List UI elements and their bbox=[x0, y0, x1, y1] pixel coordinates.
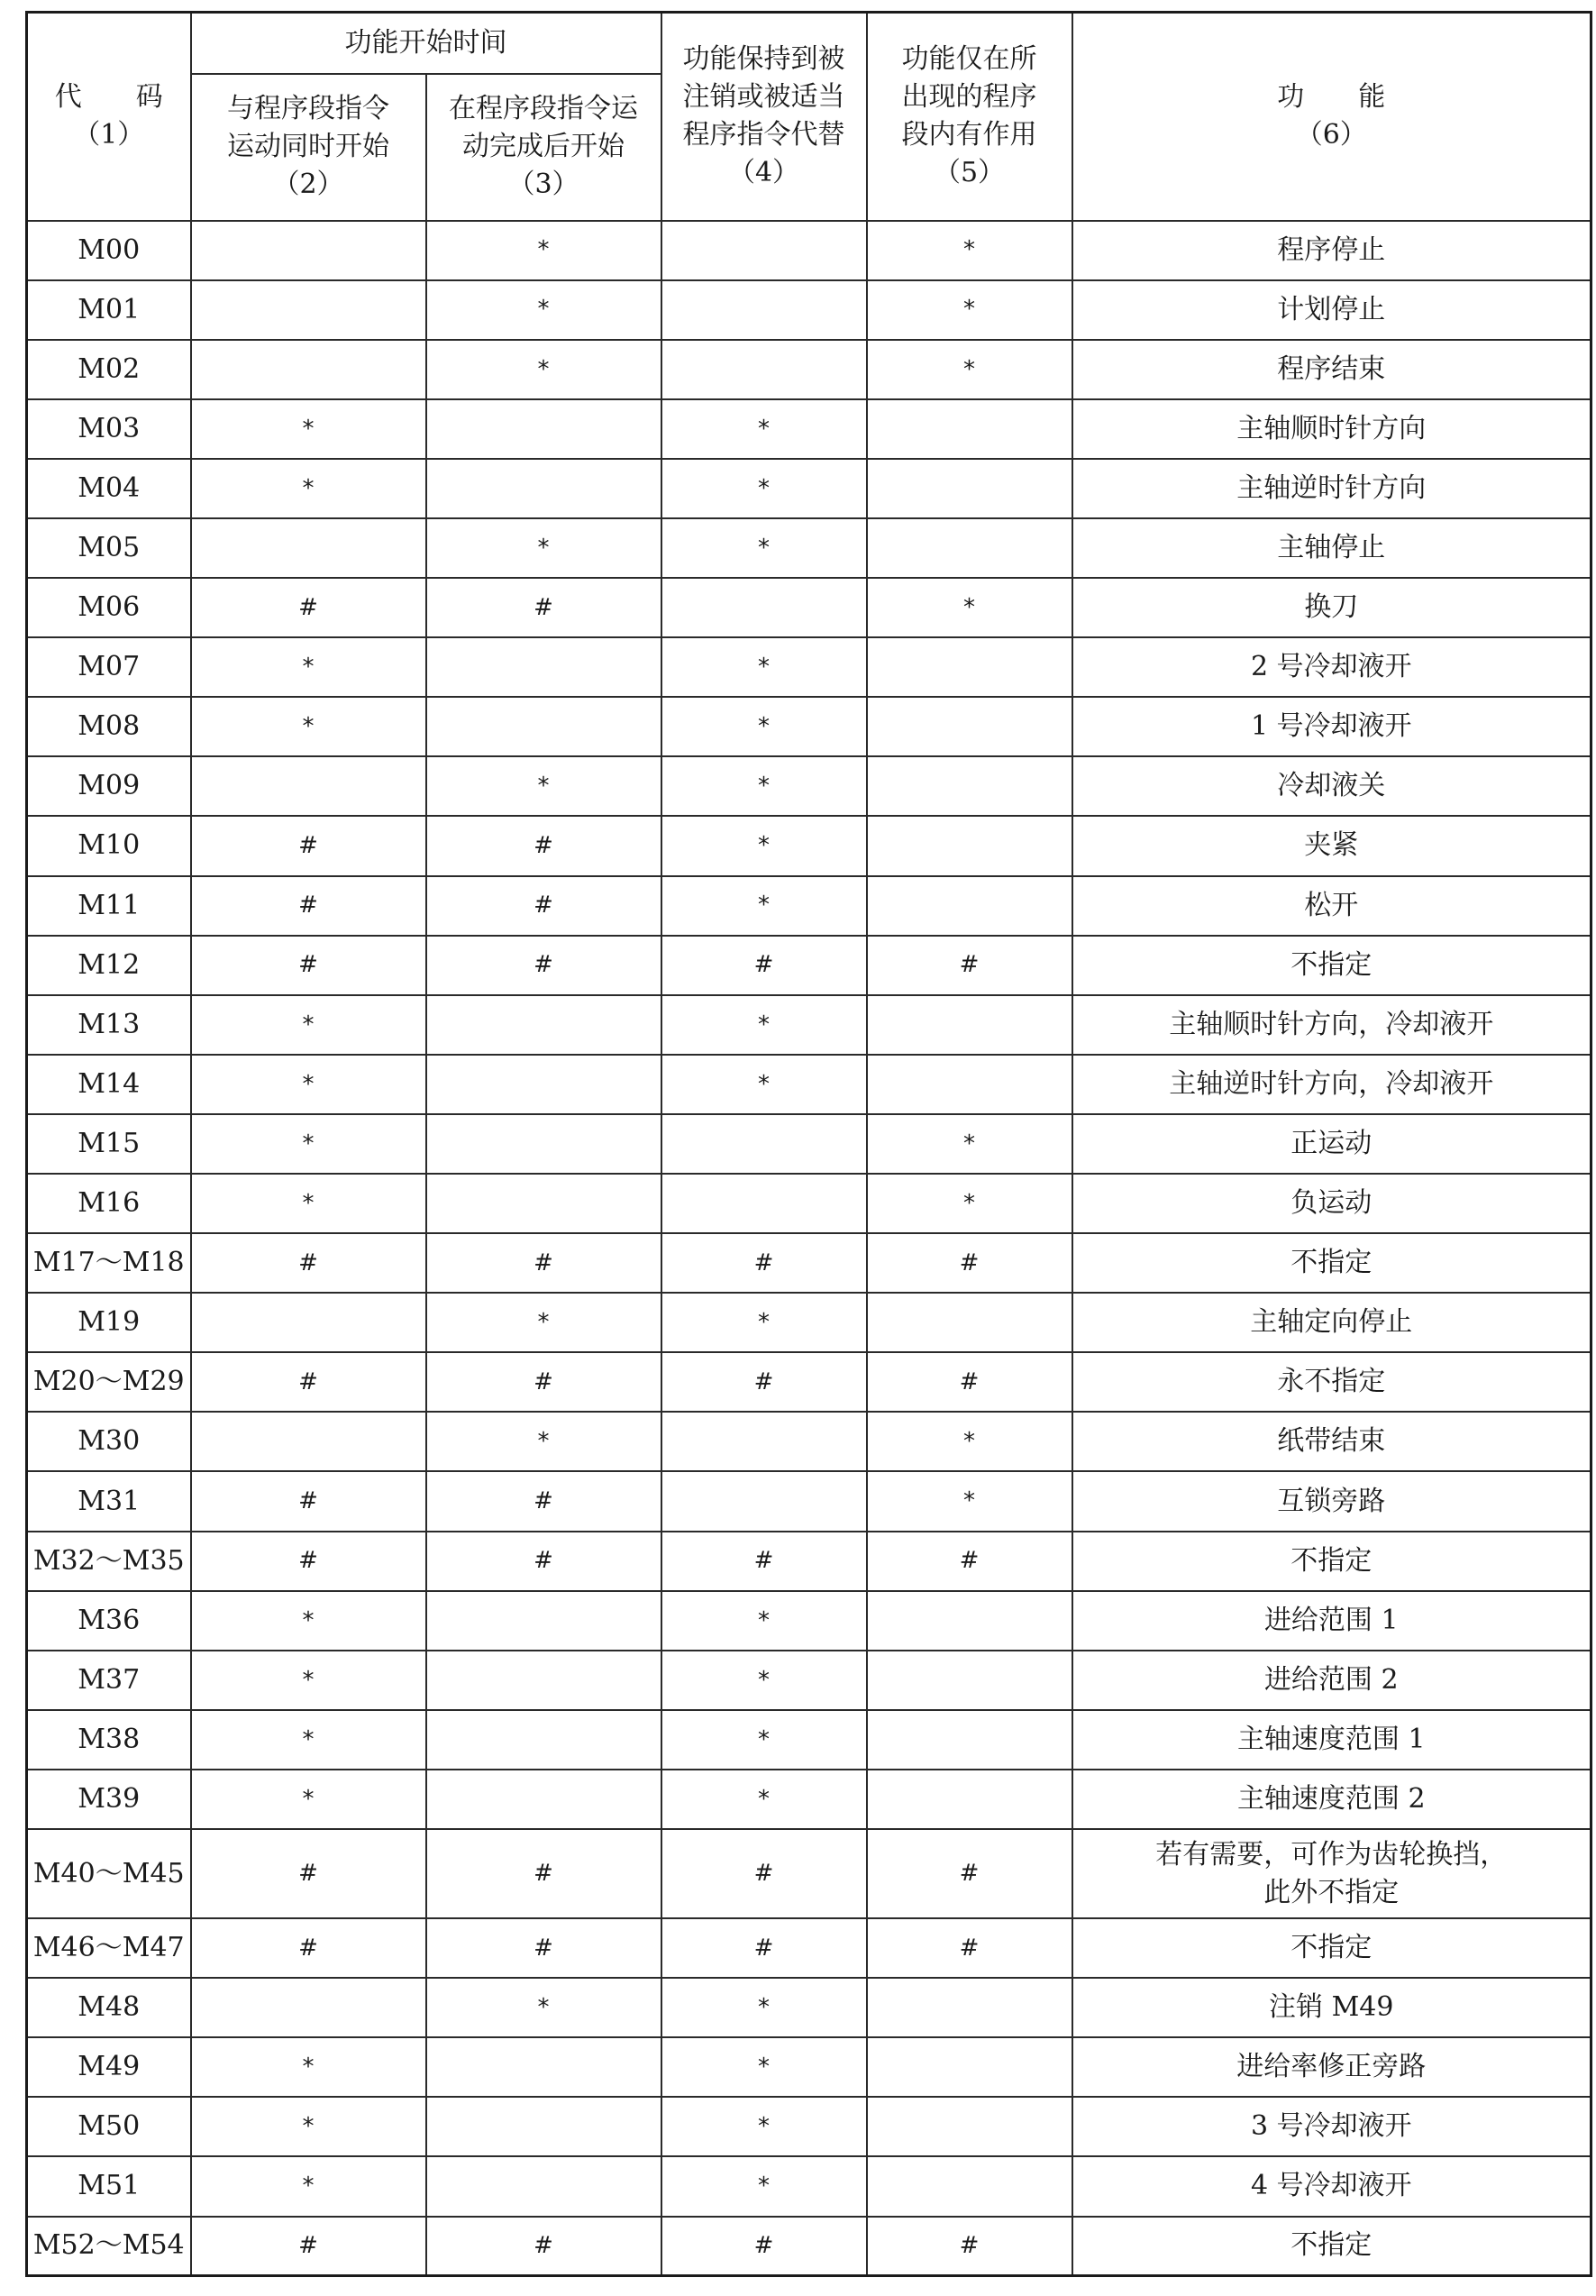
table-row bbox=[27, 1978, 1591, 2037]
cell-function: 进给范围 1 bbox=[1072, 1591, 1591, 1651]
cell-code: M07 bbox=[27, 637, 191, 697]
cell-block-only bbox=[867, 1651, 1072, 1710]
table-row bbox=[27, 340, 1591, 399]
cell-start-with-motion bbox=[191, 280, 426, 340]
cell-code: M52～M54 bbox=[27, 2217, 191, 2276]
table-row bbox=[27, 1591, 1591, 1651]
cell-start-with-motion: # bbox=[191, 1352, 426, 1412]
cell-code: M14 bbox=[27, 1055, 191, 1114]
cell-block-only bbox=[867, 1591, 1072, 1651]
table-row bbox=[27, 1829, 1591, 1918]
cell-function: 主轴逆时针方向 bbox=[1072, 459, 1591, 518]
cell-start-after-motion: # bbox=[426, 2217, 661, 2276]
cell-start-after-motion bbox=[426, 1055, 661, 1114]
cell-start-after-motion bbox=[426, 1591, 661, 1651]
cell-start-with-motion: * bbox=[191, 1055, 426, 1114]
cell-modal: # bbox=[661, 1918, 867, 1978]
cell-block-only bbox=[867, 697, 1072, 756]
cell-function: 松开 bbox=[1072, 876, 1591, 936]
cell-block-only bbox=[867, 399, 1072, 459]
cell-modal bbox=[661, 340, 867, 399]
cell-start-after-motion: # bbox=[426, 1471, 661, 1531]
cell-start-with-motion bbox=[191, 1978, 426, 2037]
cell-modal: * bbox=[661, 1710, 867, 1770]
table-row bbox=[27, 280, 1591, 340]
cell-code: M06 bbox=[27, 578, 191, 637]
cell-block-only bbox=[867, 756, 1072, 816]
cell-modal: * bbox=[661, 1651, 867, 1710]
header-code: 代 码 （1） bbox=[27, 13, 191, 221]
cell-start-after-motion: * bbox=[426, 1978, 661, 2037]
header-start-time: 功能开始时间 bbox=[191, 13, 661, 74]
cell-code: M16 bbox=[27, 1174, 191, 1233]
cell-modal: * bbox=[661, 2156, 867, 2216]
header-col2: 与程序段指令 运动同时开始 （2） bbox=[191, 74, 426, 221]
cell-modal bbox=[661, 1471, 867, 1531]
cell-modal: * bbox=[661, 2037, 867, 2097]
cell-modal: * bbox=[661, 1591, 867, 1651]
cell-start-after-motion bbox=[426, 637, 661, 697]
cell-code: M09 bbox=[27, 756, 191, 816]
cell-code: M03 bbox=[27, 399, 191, 459]
cell-start-with-motion: * bbox=[191, 459, 426, 518]
table-row bbox=[27, 2156, 1591, 2216]
cell-code: M32～M35 bbox=[27, 1532, 191, 1591]
table-row bbox=[27, 1352, 1591, 1412]
cell-start-with-motion: * bbox=[191, 2037, 426, 2097]
table-body bbox=[27, 221, 1591, 2276]
header-col5: 功能仅在所 出现的程序 段内有作用 （5） bbox=[867, 13, 1072, 221]
cell-block-only bbox=[867, 1978, 1072, 2037]
cell-modal: * bbox=[661, 995, 867, 1055]
cell-function: 主轴顺时针方向 bbox=[1072, 399, 1591, 459]
cell-start-with-motion bbox=[191, 756, 426, 816]
table-row bbox=[27, 1770, 1591, 1829]
cell-start-after-motion bbox=[426, 1710, 661, 1770]
cell-start-with-motion: * bbox=[191, 1710, 426, 1770]
cell-start-with-motion bbox=[191, 1412, 426, 1471]
cell-start-after-motion bbox=[426, 459, 661, 518]
cell-function: 不指定 bbox=[1072, 1233, 1591, 1293]
table-row bbox=[27, 221, 1591, 280]
cell-start-after-motion: # bbox=[426, 1829, 661, 1918]
cell-start-with-motion: * bbox=[191, 995, 426, 1055]
cell-function: 计划停止 bbox=[1072, 280, 1591, 340]
cell-start-after-motion bbox=[426, 1114, 661, 1174]
cell-code: M36 bbox=[27, 1591, 191, 1651]
cell-block-only: # bbox=[867, 2217, 1072, 2276]
cell-block-only: * bbox=[867, 1412, 1072, 1471]
cell-function: 主轴顺时针方向，冷却液开 bbox=[1072, 995, 1591, 1055]
cell-block-only bbox=[867, 2156, 1072, 2216]
cell-code: M37 bbox=[27, 1651, 191, 1710]
table-row bbox=[27, 2097, 1591, 2156]
cell-start-after-motion bbox=[426, 697, 661, 756]
cell-block-only: # bbox=[867, 1352, 1072, 1412]
cell-start-with-motion: # bbox=[191, 1233, 426, 1293]
cell-function: 进给率修正旁路 bbox=[1072, 2037, 1591, 2097]
cell-modal: * bbox=[661, 1055, 867, 1114]
cell-start-with-motion: # bbox=[191, 876, 426, 936]
table-row bbox=[27, 995, 1591, 1055]
table-row bbox=[27, 459, 1591, 518]
cell-code: M13 bbox=[27, 995, 191, 1055]
cell-start-with-motion: * bbox=[191, 1114, 426, 1174]
cell-start-with-motion: * bbox=[191, 1591, 426, 1651]
cell-function: 夹紧 bbox=[1072, 816, 1591, 875]
cell-function: 1 号冷却液开 bbox=[1072, 697, 1591, 756]
cell-code: M20～M29 bbox=[27, 1352, 191, 1412]
cell-block-only bbox=[867, 995, 1072, 1055]
cell-modal: # bbox=[661, 2217, 867, 2276]
cell-start-after-motion: # bbox=[426, 1352, 661, 1412]
cell-start-after-motion bbox=[426, 2037, 661, 2097]
cell-function: 永不指定 bbox=[1072, 1352, 1591, 1412]
cell-code: M48 bbox=[27, 1978, 191, 2037]
cell-start-with-motion: * bbox=[191, 1174, 426, 1233]
cell-block-only bbox=[867, 876, 1072, 936]
cell-block-only: # bbox=[867, 1532, 1072, 1591]
cell-modal: * bbox=[661, 876, 867, 936]
cell-block-only bbox=[867, 1055, 1072, 1114]
cell-modal: * bbox=[661, 697, 867, 756]
table-row bbox=[27, 2217, 1591, 2276]
cell-function: 互锁旁路 bbox=[1072, 1471, 1591, 1531]
cell-function: 3 号冷却液开 bbox=[1072, 2097, 1591, 2156]
cell-modal: * bbox=[661, 637, 867, 697]
cell-code: M40～M45 bbox=[27, 1829, 191, 1918]
cell-code: M49 bbox=[27, 2037, 191, 2097]
cell-modal: # bbox=[661, 1829, 867, 1918]
cell-modal: # bbox=[661, 1233, 867, 1293]
cell-start-after-motion: * bbox=[426, 518, 661, 578]
cell-function: 主轴速度范围 2 bbox=[1072, 1770, 1591, 1829]
cell-start-with-motion: # bbox=[191, 1471, 426, 1531]
cell-function: 程序结束 bbox=[1072, 340, 1591, 399]
table-row bbox=[27, 399, 1591, 459]
cell-start-after-motion bbox=[426, 1174, 661, 1233]
cell-start-after-motion: # bbox=[426, 936, 661, 995]
cell-code: M30 bbox=[27, 1412, 191, 1471]
cell-modal bbox=[661, 1114, 867, 1174]
cell-code: M08 bbox=[27, 697, 191, 756]
cell-block-only: * bbox=[867, 1174, 1072, 1233]
cell-start-after-motion bbox=[426, 2156, 661, 2216]
table-row bbox=[27, 518, 1591, 578]
cell-start-after-motion: # bbox=[426, 1918, 661, 1978]
cell-start-with-motion: * bbox=[191, 1770, 426, 1829]
cell-block-only: * bbox=[867, 340, 1072, 399]
cell-start-with-motion: * bbox=[191, 2097, 426, 2156]
cell-start-after-motion: * bbox=[426, 1412, 661, 1471]
cell-start-after-motion bbox=[426, 995, 661, 1055]
cell-block-only bbox=[867, 1710, 1072, 1770]
cell-function: 注销 M49 bbox=[1072, 1978, 1591, 2037]
cell-block-only: * bbox=[867, 578, 1072, 637]
cell-start-after-motion bbox=[426, 1651, 661, 1710]
table-row bbox=[27, 816, 1591, 875]
header-col4: 功能保持到被 注销或被适当 程序指令代替 （4） bbox=[661, 13, 867, 221]
cell-block-only: * bbox=[867, 280, 1072, 340]
table-row bbox=[27, 1114, 1591, 1174]
cell-start-with-motion: # bbox=[191, 1918, 426, 1978]
cell-code: M46～M47 bbox=[27, 1918, 191, 1978]
cell-modal: # bbox=[661, 1352, 867, 1412]
cell-block-only: * bbox=[867, 1471, 1072, 1531]
cell-block-only bbox=[867, 2037, 1072, 2097]
cell-start-after-motion bbox=[426, 1770, 661, 1829]
cell-start-with-motion: * bbox=[191, 1651, 426, 1710]
cell-start-with-motion: * bbox=[191, 697, 426, 756]
cell-function: 主轴定向停止 bbox=[1072, 1293, 1591, 1352]
cell-block-only bbox=[867, 459, 1072, 518]
cell-function: 纸带结束 bbox=[1072, 1412, 1591, 1471]
cell-code: M51 bbox=[27, 2156, 191, 2216]
cell-start-with-motion bbox=[191, 340, 426, 399]
cell-function: 不指定 bbox=[1072, 936, 1591, 995]
header-function: 功 能 （6） bbox=[1072, 13, 1591, 221]
cell-function: 换刀 bbox=[1072, 578, 1591, 637]
cell-modal bbox=[661, 280, 867, 340]
cell-block-only: * bbox=[867, 221, 1072, 280]
cell-modal: * bbox=[661, 2097, 867, 2156]
m-code-table-wrapper bbox=[25, 11, 1590, 2277]
cell-function: 主轴停止 bbox=[1072, 518, 1591, 578]
header-col3: 在程序段指令运 动完成后开始 （3） bbox=[426, 74, 661, 221]
cell-function: 程序停止 bbox=[1072, 221, 1591, 280]
table-row bbox=[27, 876, 1591, 936]
cell-modal: * bbox=[661, 518, 867, 578]
cell-start-with-motion: * bbox=[191, 2156, 426, 2216]
cell-start-after-motion: # bbox=[426, 578, 661, 637]
table-row bbox=[27, 1918, 1591, 1978]
cell-modal: * bbox=[661, 1293, 867, 1352]
cell-modal: * bbox=[661, 816, 867, 875]
cell-block-only bbox=[867, 2097, 1072, 2156]
table-row bbox=[27, 1233, 1591, 1293]
table-row bbox=[27, 1532, 1591, 1591]
cell-block-only: # bbox=[867, 936, 1072, 995]
cell-function: 主轴速度范围 1 bbox=[1072, 1710, 1591, 1770]
cell-start-after-motion: * bbox=[426, 1293, 661, 1352]
cell-start-after-motion: # bbox=[426, 1233, 661, 1293]
table-row bbox=[27, 1651, 1591, 1710]
table-row bbox=[27, 1293, 1591, 1352]
table-row bbox=[27, 2037, 1591, 2097]
cell-code: M38 bbox=[27, 1710, 191, 1770]
table-row bbox=[27, 637, 1591, 697]
table-row bbox=[27, 1412, 1591, 1471]
table-row bbox=[27, 1174, 1591, 1233]
cell-modal: * bbox=[661, 756, 867, 816]
table-row bbox=[27, 1055, 1591, 1114]
cell-start-with-motion bbox=[191, 221, 426, 280]
cell-code: M17～M18 bbox=[27, 1233, 191, 1293]
cell-modal bbox=[661, 221, 867, 280]
cell-block-only bbox=[867, 518, 1072, 578]
cell-block-only bbox=[867, 816, 1072, 875]
cell-start-after-motion: * bbox=[426, 756, 661, 816]
cell-start-with-motion: * bbox=[191, 637, 426, 697]
cell-start-after-motion: * bbox=[426, 280, 661, 340]
cell-code: M04 bbox=[27, 459, 191, 518]
cell-start-with-motion bbox=[191, 518, 426, 578]
cell-start-with-motion: # bbox=[191, 578, 426, 637]
cell-block-only: # bbox=[867, 1233, 1072, 1293]
cell-function: 不指定 bbox=[1072, 1918, 1591, 1978]
cell-block-only bbox=[867, 1770, 1072, 1829]
cell-function: 不指定 bbox=[1072, 2217, 1591, 2276]
cell-function: 若有需要，可作为齿轮换挡， 此外不指定 bbox=[1072, 1829, 1591, 1918]
cell-modal: * bbox=[661, 459, 867, 518]
cell-start-after-motion: # bbox=[426, 1532, 661, 1591]
cell-start-with-motion: # bbox=[191, 1532, 426, 1591]
cell-start-with-motion: # bbox=[191, 1829, 426, 1918]
cell-function: 2 号冷却液开 bbox=[1072, 637, 1591, 697]
cell-modal: # bbox=[661, 936, 867, 995]
cell-block-only: # bbox=[867, 1918, 1072, 1978]
cell-code: M01 bbox=[27, 280, 191, 340]
table-row bbox=[27, 1471, 1591, 1531]
cell-start-with-motion: * bbox=[191, 399, 426, 459]
cell-modal: * bbox=[661, 1770, 867, 1829]
cell-function: 4 号冷却液开 bbox=[1072, 2156, 1591, 2216]
cell-code: M39 bbox=[27, 1770, 191, 1829]
cell-block-only bbox=[867, 1293, 1072, 1352]
cell-code: M00 bbox=[27, 221, 191, 280]
cell-start-with-motion: # bbox=[191, 816, 426, 875]
cell-start-with-motion: # bbox=[191, 2217, 426, 2276]
table-row bbox=[27, 578, 1591, 637]
table-row bbox=[27, 936, 1591, 995]
cell-function: 负运动 bbox=[1072, 1174, 1591, 1233]
cell-code: M19 bbox=[27, 1293, 191, 1352]
cell-modal bbox=[661, 1412, 867, 1471]
cell-start-after-motion bbox=[426, 399, 661, 459]
cell-start-after-motion: # bbox=[426, 876, 661, 936]
m-code-table bbox=[25, 11, 1592, 2277]
cell-start-after-motion: * bbox=[426, 221, 661, 280]
cell-function: 冷却液关 bbox=[1072, 756, 1591, 816]
cell-start-with-motion: # bbox=[191, 936, 426, 995]
cell-code: M31 bbox=[27, 1471, 191, 1531]
cell-modal bbox=[661, 578, 867, 637]
cell-function: 正运动 bbox=[1072, 1114, 1591, 1174]
cell-modal: * bbox=[661, 1978, 867, 2037]
cell-function: 不指定 bbox=[1072, 1532, 1591, 1591]
cell-start-after-motion: * bbox=[426, 340, 661, 399]
cell-start-after-motion bbox=[426, 2097, 661, 2156]
cell-code: M11 bbox=[27, 876, 191, 936]
table-row bbox=[27, 697, 1591, 756]
table-row bbox=[27, 756, 1591, 816]
cell-code: M50 bbox=[27, 2097, 191, 2156]
cell-function: 主轴逆时针方向，冷却液开 bbox=[1072, 1055, 1591, 1114]
cell-modal: # bbox=[661, 1532, 867, 1591]
cell-function: 进给范围 2 bbox=[1072, 1651, 1591, 1710]
cell-block-only bbox=[867, 637, 1072, 697]
cell-modal: * bbox=[661, 399, 867, 459]
cell-block-only: * bbox=[867, 1114, 1072, 1174]
table-row bbox=[27, 1710, 1591, 1770]
cell-code: M02 bbox=[27, 340, 191, 399]
cell-start-with-motion bbox=[191, 1293, 426, 1352]
cell-modal bbox=[661, 1174, 867, 1233]
cell-code: M05 bbox=[27, 518, 191, 578]
cell-start-after-motion: # bbox=[426, 816, 661, 875]
cell-code: M15 bbox=[27, 1114, 191, 1174]
cell-code: M10 bbox=[27, 816, 191, 875]
cell-code: M12 bbox=[27, 936, 191, 995]
cell-block-only: # bbox=[867, 1829, 1072, 1918]
